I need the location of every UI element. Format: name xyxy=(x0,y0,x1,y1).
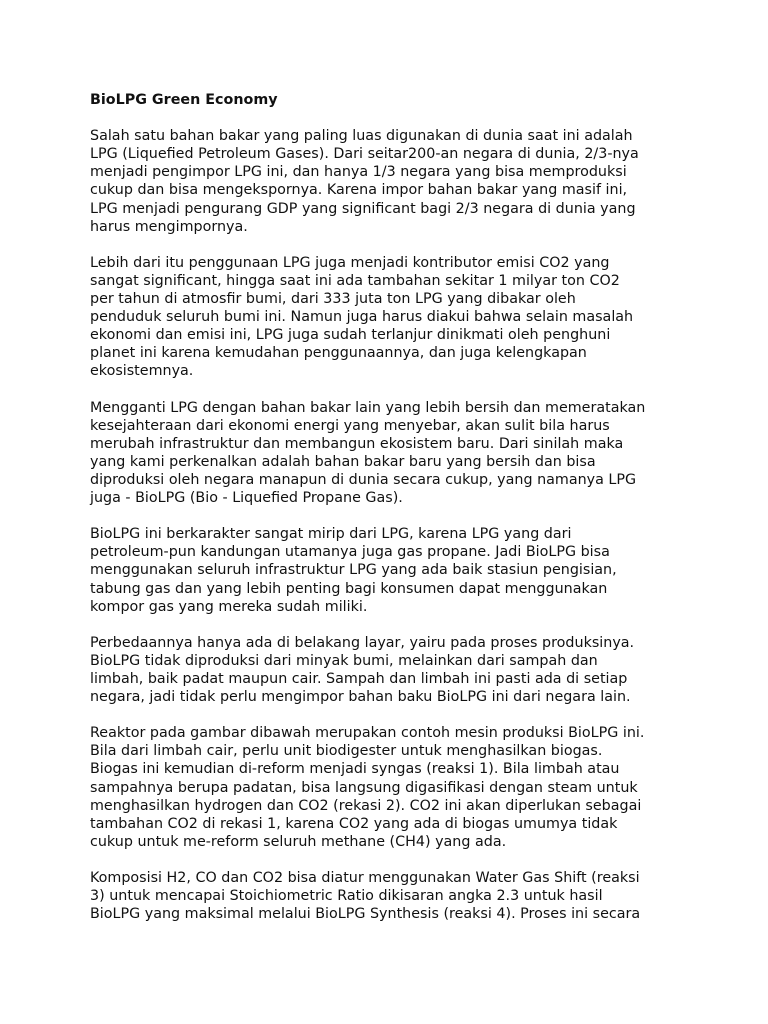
text-line: Komposisi H2, CO dan CO2 bisa diatur menggunakan Water Gas Shift (reaksi xyxy=(90,870,640,887)
paragraph-list xyxy=(90,127,690,923)
paragraph xyxy=(90,399,690,508)
text-line: kompor gas yang mereka sudah miliki. xyxy=(90,598,368,615)
paragraph xyxy=(90,634,690,706)
text-line: planet ini karena kemudahan penggunaannya, dan juga kelengkapan xyxy=(90,345,587,362)
text-line: Lebih dari itu penggunaan LPG juga menjadi kontributor emisi CO2 yang xyxy=(90,254,610,271)
paragraph xyxy=(90,127,690,236)
text-line: sangat significant, hingga saat ini ada tambahan sekitar 1 milyar ton CO2 xyxy=(90,272,620,289)
text-line: menghasilkan hydrogen dan CO2 (rekasi 2). CO2 ini akan diperlukan sebagai xyxy=(90,797,642,814)
text-line: menjadi pengimpor LPG ini, dan hanya 1/3 negara yang bisa memproduksi xyxy=(90,164,627,181)
text-line: sampahnya berupa padatan, bisa langsung digasifikasi dengan steam untuk xyxy=(90,779,638,796)
text-line: limbah, baik padat maupun cair. Sampah dan limbah ini pasti ada di setiap xyxy=(90,671,628,687)
text-line: diproduksi oleh negara manapun di dunia secara cukup, yang namanya LPG xyxy=(90,471,637,488)
text-line: 3) untuk mencapai Stoichiometric Ratio dikisaran angka 2.3 untuk hasil xyxy=(90,888,603,905)
text-line: Reaktor pada gambar dibawah merupakan contoh mesin produksi BioLPG ini. xyxy=(90,725,645,742)
text-line: cukup dan bisa mengekspornya. Karena impor bahan bakar yang masif ini, xyxy=(90,182,628,199)
text-line: LPG menjadi pengurang GDP yang significant bagi 2/3 negara di dunia yang xyxy=(90,200,636,217)
text-line: kesejahteraan dari ekonomi energi yang menyebar, akan sulit bila harus xyxy=(90,417,610,434)
text-line: Mengganti LPG dengan bahan bakar lain yang lebih bersih dan memeratakan xyxy=(90,399,646,416)
text-line: Salah satu bahan bakar yang paling luas digunakan di dunia saat ini adalah xyxy=(90,128,633,145)
text-line: per tahun di atmosfir bumi, dari 333 juta ton LPG yang dibakar oleh xyxy=(90,291,576,308)
text-line: BioLPG ini berkarakter sangat mirip dari LPG, karena LPG yang dari xyxy=(90,526,572,543)
document-title: BioLPG Green Economy xyxy=(90,92,278,108)
text-line: negara, jadi tidak perlu mengimpor bahan baku BioLPG ini dari negara lain. xyxy=(90,689,631,706)
text-line: merubah infrastruktur dan membangun ekosistem baru. Dari sinilah maka xyxy=(90,435,624,452)
paragraph xyxy=(90,869,690,923)
text-line: petroleum-pun kandungan utamanya juga gas propane. Jadi BioLPG bisa xyxy=(90,544,610,561)
text-line: Perbedaannya hanya ada di belakang layar, yairu pada proses produksinya. xyxy=(90,634,635,651)
text-line: tabung gas dan yang lebih penting bagi konsumen dapat menggunakan xyxy=(90,580,608,597)
paragraph xyxy=(90,254,690,381)
text-line: ekosistemnya. xyxy=(90,363,194,380)
text-line: BioLPG yang maksimal melalui BioLPG Synthesis (reaksi 4). Proses ini secara xyxy=(90,906,641,923)
text-line: juga - BioLPG (Bio - Liquefied Propane Gas). xyxy=(90,490,403,507)
text-line: BioLPG tidak diproduksi dari minyak bumi, melainkan dari sampah dan xyxy=(90,652,598,669)
text-line: cukup untuk me-reform seluruh methane (CH4) yang ada. xyxy=(90,833,507,850)
text-line: Bila dari limbah cair, perlu unit biodigester untuk menghasilkan biogas. xyxy=(90,743,603,760)
text-line: menggunakan seluruh infrastruktur LPG yang ada baik stasiun pengisian, xyxy=(90,562,617,579)
document-body xyxy=(90,91,690,941)
text-line: LPG (Liquefied Petroleum Gases). Dari seitar200-an negara di dunia, 2/3-nya xyxy=(90,146,639,163)
text-line: Biogas ini kemudian di-reform menjadi syngas (reaksi 1). Bila limbah atau xyxy=(90,761,620,778)
text-line: tambahan CO2 di rekasi 1, karena CO2 yang ada di biogas umumya tidak xyxy=(90,815,618,832)
paragraph xyxy=(90,724,690,851)
paragraph xyxy=(90,525,690,615)
text-line: harus mengimpornya. xyxy=(90,218,248,235)
text-line: yang kami perkenalkan adalah bahan bakar baru yang bersih dan bisa xyxy=(90,453,596,470)
text-line: penduduk seluruh bumi ini. Namun juga harus diakui bahwa selain masalah xyxy=(90,309,634,326)
text-line: ekonomi dan emisi ini, LPG juga sudah terlanjur dinikmati oleh penghuni xyxy=(90,327,611,344)
